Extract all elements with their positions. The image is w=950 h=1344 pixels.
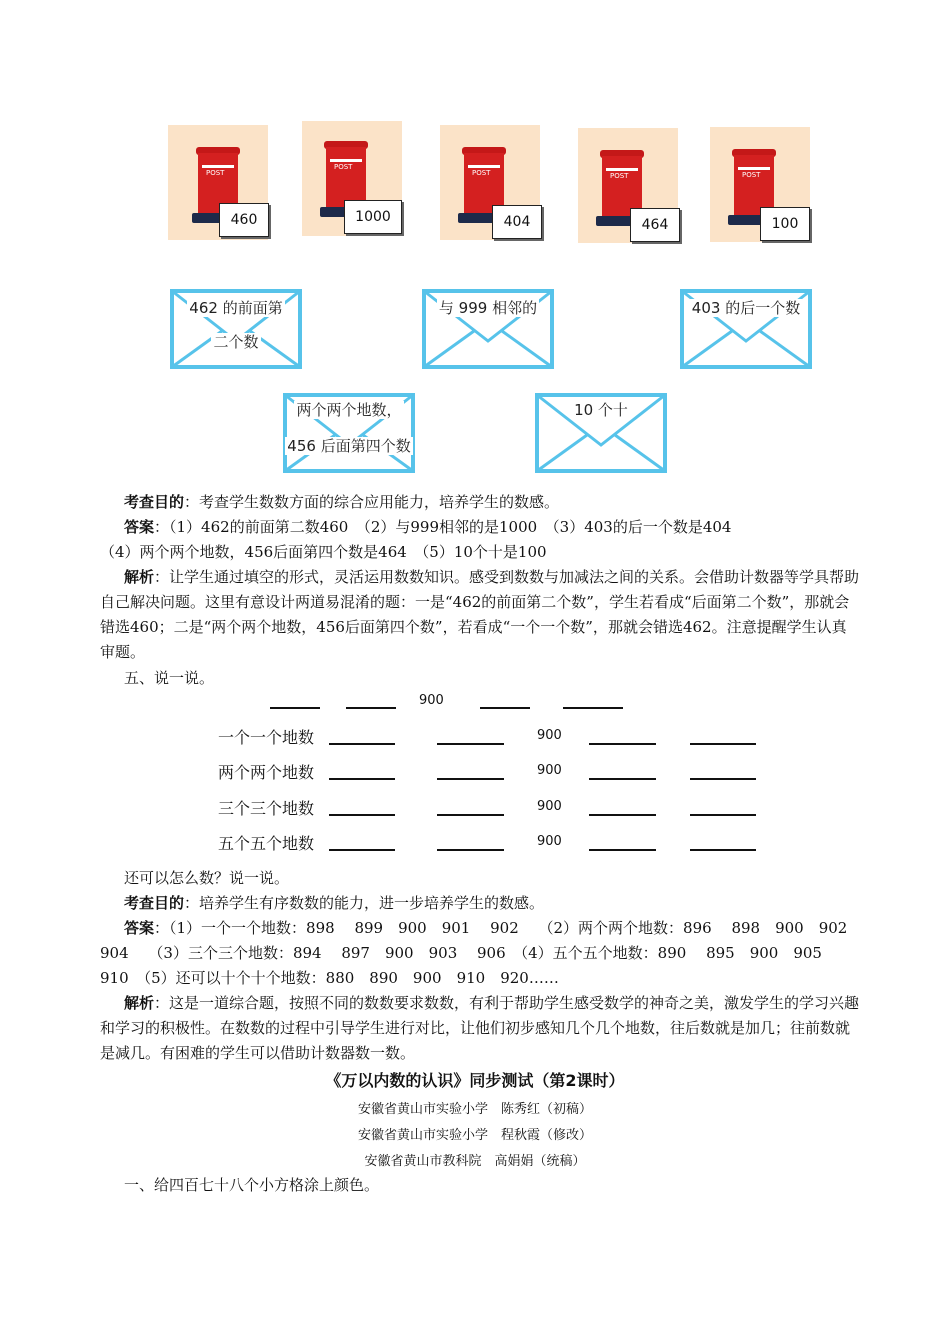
envelope-text-line2: 456 后面第四个数 (287, 437, 411, 455)
mailbox-number: 460 (219, 203, 269, 237)
row-number: 900 (537, 728, 562, 743)
envelope-1 (170, 289, 302, 369)
test-title: 《万以内数的认识》同步测试（第2课时） (325, 1071, 625, 1090)
section5-answer (100, 916, 868, 991)
analysis-text: ：这是一道综合题，按照不同的数数要求数数，有利于帮助学生感受数学的神奇之美，激发学生的学习兴趣和学习的积极性。在数数的过程中引导学生进行对比，让他们初步感知几个几个地数，往后数就是加几；往前数就是减几。有困难的学生可以借助计数器数一数。 (100, 994, 860, 1062)
blank-line (437, 743, 504, 745)
mailbox-post-label: POST (206, 169, 225, 177)
blank-line (329, 778, 395, 780)
answer-line1: ：（1）462的前面第二数460 （2）与999相邻的是1000 （3）403的后一个数是404 (154, 518, 732, 536)
row-label: 一个一个地数 (218, 728, 315, 747)
mailbox-post-label: POST (334, 163, 353, 171)
section5-heading: 五、说一说。 (124, 669, 215, 687)
purpose-text: ：培养学生有序数数的能力，进一步培养学生的数感。 (184, 894, 545, 912)
blank-line (437, 778, 504, 780)
purpose-label: 考查目的 (124, 894, 185, 912)
mailbox-3 (440, 125, 540, 240)
mailbox-4 (578, 128, 678, 243)
credit-line-1: 安徽省黄山市实验小学 陈秀红（初稿） (357, 1102, 592, 1117)
mailbox-2 (302, 121, 402, 236)
mailbox-number: 464 (630, 208, 680, 242)
answer-text: ：（1）一个一个地数：898 899 900 901 902 （2）两个两个地数：896 898 900 902 904 （3）三个三个地数：894 897 900 903 906 （4）五个五个地数：890 895 900 905 910 （5）还可以十个十个地数：880 890 900 910 920…… (100, 919, 868, 987)
mailbox-number: 1000 (344, 200, 402, 234)
analysis-label: 解析 (124, 994, 155, 1012)
blank-line (346, 707, 396, 709)
analysis-label: 解析 (124, 568, 155, 586)
center-number: 900 (419, 693, 444, 708)
section4-answer (100, 515, 860, 565)
envelope-2 (422, 289, 554, 369)
row-number: 900 (537, 799, 562, 814)
blank-line (437, 814, 504, 816)
purpose-text: ：考查学生数数方面的综合应用能力，培养学生的数感。 (184, 493, 560, 511)
answer-label: 答案 (124, 919, 155, 937)
mailbox-1 (168, 125, 268, 240)
envelope-3 (680, 289, 812, 369)
analysis-text: ：让学生通过填空的形式，灵活运用数数知识。感受到数数与加减法之间的关系。会借助计数器等学具帮助自己解决问题。这里有意设计两道易混淆的题：一是“462的前面第二个数”，学生若看成“后面第二个数”，那就会错选460；二是“两个两个地数，456后面第四个数”，若看成“一个一个数”，那就会错选462。注意提醒学生认真审题。 (100, 568, 860, 661)
mailbox-post-label: POST (472, 169, 491, 177)
row-label: 五个五个地数 (218, 834, 315, 853)
envelope-text-line1: 10 个十 (574, 401, 628, 419)
mailbox-number: 100 (760, 207, 810, 241)
blank-line (589, 814, 656, 816)
blank-line (589, 743, 656, 745)
envelope-text-line1: 两个两个地数， (296, 401, 402, 419)
blank-line (589, 778, 656, 780)
mailbox-post-label: POST (610, 172, 629, 180)
blank-line (270, 707, 320, 709)
blank-line (563, 707, 623, 709)
section5-question: 还可以怎么数？说一说。 (124, 869, 290, 887)
envelope-text-line1: 与 999 相邻的 (438, 299, 538, 317)
blank-line (329, 814, 395, 816)
blank-line (690, 743, 756, 745)
envelope-5 (535, 393, 667, 473)
blank-line (480, 707, 530, 709)
section4-analysis (100, 565, 860, 665)
purpose-label: 考查目的 (124, 493, 185, 511)
credit-line-3: 安徽省黄山市教科院 高娟娟（统稿） (364, 1154, 586, 1169)
blank-line (589, 849, 656, 851)
row-label: 两个两个地数 (218, 763, 315, 782)
question-1: 一、给四百七十八个小方格涂上颜色。 (124, 1176, 380, 1194)
envelope-text-line2: 二个数 (213, 333, 259, 351)
envelope-text-line1: 403 的后一个数 (691, 299, 801, 317)
blank-line (690, 814, 756, 816)
section5-analysis (100, 991, 860, 1066)
answer-line2: （4）两个两个地数，456后面第四个数是464 （5）10个十是100 (100, 543, 547, 561)
row-number: 900 (537, 834, 562, 849)
mailbox-5 (710, 127, 810, 242)
blank-line (690, 849, 756, 851)
mailbox-number: 404 (492, 205, 542, 239)
blank-line (329, 849, 395, 851)
section4-purpose (100, 490, 860, 515)
mailbox-post-label: POST (742, 171, 761, 179)
row-label: 三个三个地数 (218, 799, 315, 818)
envelope-text-line1: 462 的前面第 (189, 299, 283, 317)
envelope-4 (283, 393, 415, 473)
credit-line-2: 安徽省黄山市实验小学 程秋霞（修改） (357, 1128, 592, 1143)
section5-purpose (100, 891, 860, 916)
row-number: 900 (537, 763, 562, 778)
blank-line (437, 849, 504, 851)
answer-label: 答案 (124, 518, 155, 536)
blank-line (690, 778, 756, 780)
blank-line (329, 743, 395, 745)
